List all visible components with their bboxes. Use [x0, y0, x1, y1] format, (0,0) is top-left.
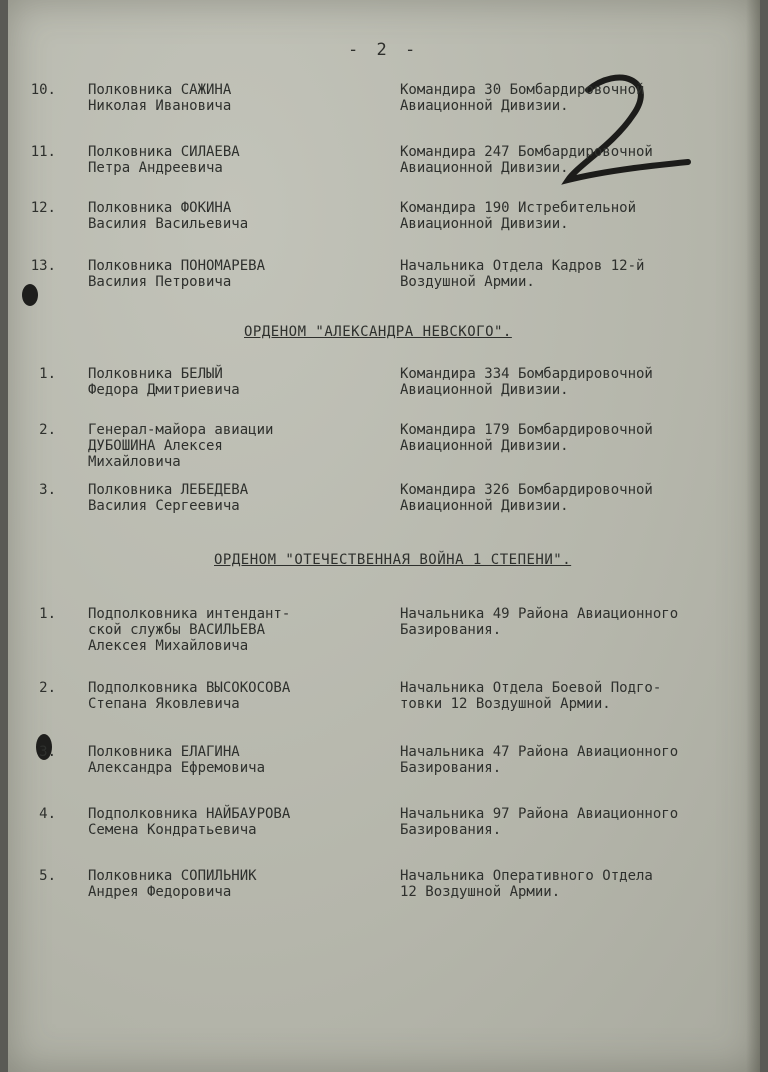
entry-name: Подполковника НАЙБАУРОВА Семена Кондратьевича: [88, 806, 291, 838]
ink-blot-icon: [22, 284, 38, 306]
entry-number: 13.: [30, 258, 56, 274]
entry-number: 4.: [39, 806, 56, 822]
entry-position: Начальника 97 Района Авиационного Базирования.: [400, 806, 679, 838]
entry-name: Подполковника интендант- ской службы ВАСИЛЬЕВА Алексея Михайловича: [88, 606, 291, 654]
page-number: - 2 -: [348, 40, 420, 60]
entry-name: Полковника СОПИЛЬНИК Андрея Федоровича: [88, 868, 257, 900]
document-page: [8, 0, 760, 1072]
page-edge-shadow: [746, 0, 760, 1072]
entry-number: 3.: [39, 744, 56, 760]
entry-number: 2.: [39, 422, 56, 438]
entry-name: Подполковника ВЫСОКОСОВА Степана Яковлевича: [88, 680, 291, 712]
entry-name: Полковника ЛЕБЕДЕВА Василия Сергеевича: [88, 482, 249, 514]
entry-number: 10.: [30, 82, 56, 98]
entry-name: Полковника ПОНОМАРЕВА Василия Петровича: [88, 258, 266, 290]
entry-position: Начальника Отдела Боевой Подго- товки 12 Воздушной Армии.: [400, 680, 662, 712]
entry-position: Командира 247 Бомбардировочной Авиационной Дивизии.: [400, 144, 653, 176]
entry-position: Начальника 47 Района Авиационного Базирования.: [400, 744, 679, 776]
entry-name: Полковника БЕЛЫЙ Федора Дмитриевича: [88, 366, 240, 398]
entry-position: Начальника 49 Района Авиационного Базирования.: [400, 606, 679, 638]
entry-position: Начальника Оперативного Отдела 12 Воздушной Армии.: [400, 868, 653, 900]
entry-name: Генерал-майора авиации ДУБОШИНА Алексея Михайловича: [88, 422, 274, 470]
entry-name: Полковника СИЛАЕВА Петра Андреевича: [88, 144, 240, 176]
entry-position: Командира 326 Бомбардировочной Авиационной Дивизии.: [400, 482, 653, 514]
entry-number: 5.: [39, 868, 56, 884]
entry-name: Полковника САЖИНА Николая Ивановича: [88, 82, 232, 114]
entry-name: Полковника ФОКИНА Василия Васильевича: [88, 200, 249, 232]
entry-position: Командира 30 Бомбардировочной Авиационной Дивизии.: [400, 82, 645, 114]
entry-number: 12.: [30, 200, 56, 216]
section-heading-nevsky: ОРДЕНОМ "АЛЕКСАНДРА НЕВСКОГО".: [244, 324, 512, 340]
entry-number: 2.: [39, 680, 56, 696]
entry-number: 11.: [30, 144, 56, 160]
entry-position: Командира 190 Истребительной Авиационной Дивизии.: [400, 200, 637, 232]
entry-number: 1.: [39, 606, 56, 622]
entry-position: Начальника Отдела Кадров 12-й Воздушной Армии.: [400, 258, 645, 290]
entry-number: 3.: [39, 482, 56, 498]
entry-position: Командира 179 Бомбардировочной Авиационной Дивизии.: [400, 422, 653, 454]
entry-number: 1.: [39, 366, 56, 382]
entry-name: Полковника ЕЛАГИНА Александра Ефремовича: [88, 744, 266, 776]
section-heading-patriotic-war: ОРДЕНОМ "ОТЕЧЕСТВЕННАЯ ВОЙНА 1 СТЕПЕНИ".: [214, 552, 572, 568]
entry-position: Командира 334 Бомбардировочной Авиационной Дивизии.: [400, 366, 653, 398]
